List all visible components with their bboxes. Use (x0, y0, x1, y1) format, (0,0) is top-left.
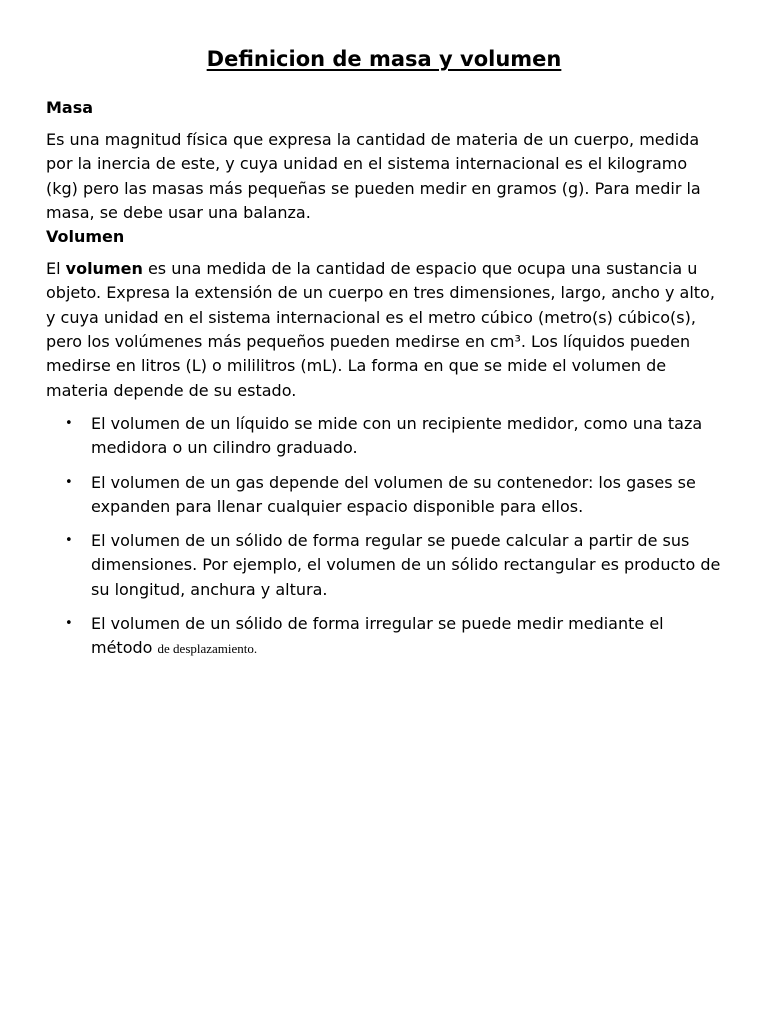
document-title: Definicion de masa y volumen (206, 47, 562, 71)
bullet-text-tail: de desplazamiento. (157, 641, 258, 657)
bullet-icon: • (65, 616, 73, 632)
list-item (46, 412, 722, 461)
volumen-intro-bold: volumen (65, 259, 143, 279)
bullet-text: El volumen de un líquido se mide con un recipiente medidor, como una taza medidora o un cilindro graduado. (91, 413, 703, 458)
list-item (46, 612, 722, 662)
masa-paragraph: Es una magnitud física que expresa la cantidad de materia de un cuerpo, medida por la inercia de este, y cuya unidad en el sistema internacional es el kilogramo (kg) pero las masas más pequeñas se pueden medir en gramos (g). Para medir la masa, se debe usar una balanza. (46, 130, 701, 222)
volumen-paragraph (46, 257, 722, 403)
bullet-icon: • (65, 474, 73, 490)
bullet-icon: • (65, 533, 73, 549)
bullet-text: El volumen de un gas depende del volumen de su contenedor: los gases se expanden para llenar cualquier espacio disponible para ellos. (91, 472, 696, 516)
list-item (46, 529, 722, 602)
list-item (46, 471, 722, 520)
volumen-intro-rest: es una medida de la cantidad de espacio que ocupa una sustancia u objeto. Expresa la extensión de un cuerpo en tres dimensiones, largo, ancho y alto, y cuya unidad en el sistema internacional es el metro cúbico (metro(s) cúbico(s), pero los volúmenes más pequeños pueden medirse en cm³. Los líquidos pueden medirse en litros (L) o mililitros (mL). La forma en que se mide el volumen de materia depende de su estado. (46, 259, 715, 400)
volumen-intro-prefix: El (46, 259, 66, 279)
volumen-bullet-list (46, 412, 722, 662)
bullet-text: El volumen de un sólido de forma regular se puede calcular a partir de sus dimensiones. Por ejemplo, el volumen de un sólido rectangular es producto de su longitud, anchura y altura. (91, 531, 721, 599)
masa-heading: Masa (46, 98, 94, 117)
bullet-text: El volumen de un sólido de forma irregular se puede medir mediante el método (91, 614, 664, 658)
bullet-icon: • (65, 415, 73, 431)
volumen-heading: Volumen (46, 227, 125, 247)
